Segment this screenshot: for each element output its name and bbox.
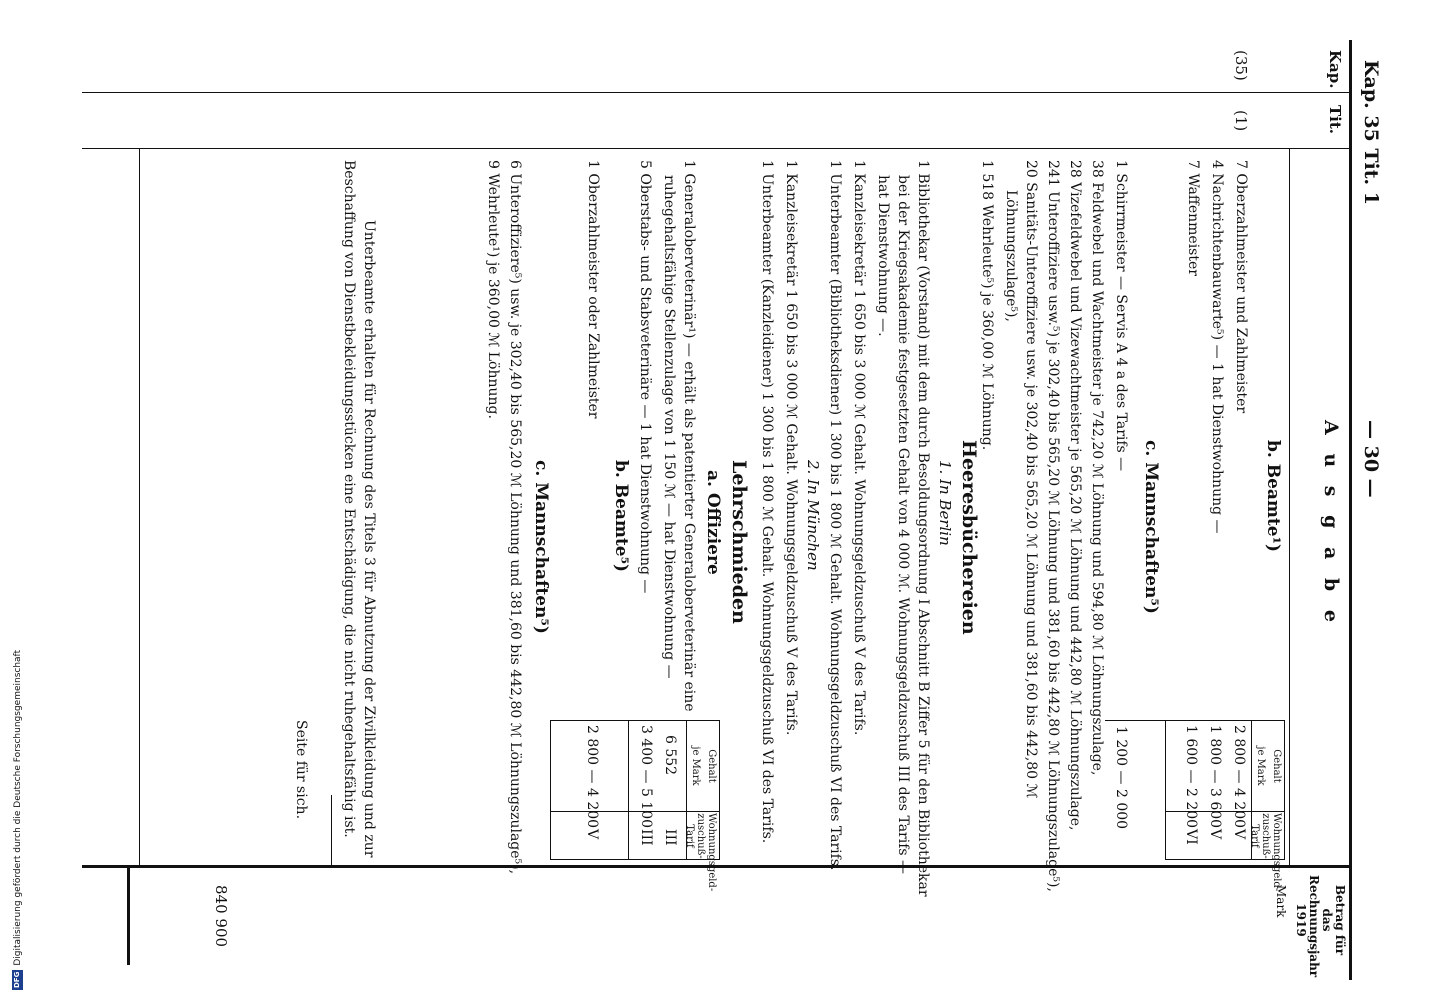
sec-b-row-2 — [1208, 160, 1226, 534]
mannschaft-line-2 — [1066, 160, 1084, 830]
tarif-value: V — [1231, 829, 1247, 840]
lehr-sub-a: a. Offiziere — [703, 470, 723, 575]
mannschaft-line-3 — [1044, 160, 1062, 892]
side-notice-line — [12, 650, 23, 990]
gehalt-value: 1 800 — 3 600 — [1207, 725, 1223, 829]
amount-header: Betrag für das Rechnungsjahr 1919 — [1294, 875, 1347, 978]
gehalt-box-bottom — [550, 720, 720, 892]
row-count: 20 — [1023, 160, 1039, 178]
header-underline — [1289, 148, 1290, 868]
row-text: Oberzahlmeister und Zahlmeister — [1233, 173, 1249, 414]
rule-amount — [82, 865, 1352, 868]
tarif-value: III — [638, 829, 654, 846]
lehr-a-row-2: 5 Oberstabs- und Stabsveterinäre — 1 hat Dienstwohnung — — [637, 160, 653, 594]
side-notice — [0, 0, 22, 1000]
mannschaft-line-6 — [978, 160, 996, 450]
side-notice-text: Digitalisierung gefördert durch die Deutsche Forschungsgemeinschaft — [12, 649, 23, 966]
row-text: Sanitäts-Unteroffiziere usw. je 302,40 bis 565,20 ℳ Löhnung und 381,60 bis 442,80 ℳ — [1023, 182, 1039, 799]
total-rule-amount — [127, 865, 130, 965]
dfg-logo: DFG — [13, 971, 21, 988]
tarif-value: VI — [1183, 829, 1199, 845]
top-rule — [1349, 40, 1352, 980]
row-count: 1 — [1113, 160, 1129, 169]
gehalt-value: 1 600 — 2 200 — [1183, 725, 1199, 829]
row-text: Wehrleute⁵) je 360,00 ℳ Löhnung. — [979, 204, 995, 451]
gehalt-value: 3 400 — 5 100 — [638, 725, 654, 829]
note-line-1: Unterbeamte erhalten für Rechnung des Titels 3 für Abnutzung der Zivilkleidung und zur — [361, 220, 377, 858]
tarif-value: V — [584, 829, 600, 840]
tarif-value: III — [662, 829, 678, 846]
lehr-heading: Lehrschmieden — [728, 460, 750, 624]
row-count: 7 — [1185, 160, 1201, 169]
box-je-mark-label: je Mark — [690, 746, 701, 786]
gehalt-box-top — [1165, 720, 1285, 892]
row-count: 28 — [1067, 160, 1083, 178]
box-je-mark-label: je Mark — [1255, 746, 1266, 786]
muenchen-line-2: 1 Unterbeamter (Kanzleidiener) 1 300 bis 1 800 ℳ Gehalt. Wohnungsgeldzuschuß VI des Tarifs. — [759, 160, 775, 844]
box-tarif-label: Wohnungsgeld-zuschuß-Tarif — [684, 813, 717, 892]
berlin-line-3: hat Dienstwohnung —. — [875, 175, 891, 337]
row-text: Feldwebel und Wachtmeister je 742,20 ℳ Löhnung und 594,80 ℳ Löhnungszulage, — [1089, 182, 1105, 776]
sec-b-row-1 — [1232, 160, 1250, 413]
rule-tit-text — [82, 148, 1352, 149]
lehr-b-row: 1 Oberzahlmeister oder Zahlmeister — [585, 160, 601, 419]
row-text: Löhnungszulage⁵), — [1003, 190, 1019, 322]
row-count: 7 — [1233, 160, 1249, 169]
box-gehalt-label: Gehalt — [1271, 749, 1282, 783]
amount-unit: Mark — [1274, 885, 1288, 918]
muenchen-line-1: 1 Kanzleisekretär 1 650 bis 3 000 ℳ Gehalt. Wohnungsgeldzuschuß V des Tarifs. — [783, 160, 799, 736]
row-text: Schirrmeister — Servis A 4 a des Tarifs — — [1113, 173, 1129, 472]
rule-kap-tit — [82, 92, 1352, 93]
row-count: 38 — [1089, 160, 1105, 178]
row-text: Vizefeldwebel und Vizewachtmeister je 565,20 ℳ Löhnung und 442,80 ℳ Löhnungszulage, — [1067, 182, 1083, 831]
mannschaft-line-4 — [1022, 160, 1040, 799]
lehr-sub-c: c. Mannschaften⁵) — [531, 460, 551, 634]
row-count: 4 — [1209, 160, 1225, 169]
berlin-line-1: 1 Bibliothekar (Vorstand) mit dem durch Besoldungsordnung I Abschnitt B Ziffer 5 für den Bibliothekar — [915, 160, 931, 897]
box-tarif-label: Wohnungsgeld-zuschuß-Tarif — [1249, 813, 1282, 892]
note-line-2: Beschaffung von Dienstbekleidungsstücken eine Entschädigung, die nicht ruhegehaltsfähig ist. — [341, 160, 357, 838]
row-text: Unteroffiziere usw.⁵) je 302,40 bis 565,20 ℳ Löhnung und 381,60 bis 442,80 ℳ Löhnungszulage⁵), — [1045, 191, 1061, 892]
muenchen-subheading: 2. In München — [804, 460, 822, 571]
col-tit-header: Tit. — [1326, 105, 1344, 135]
berlin-subheading: 1. In Berlin — [936, 460, 954, 546]
box-gehalt-label: Gehalt — [706, 749, 717, 783]
gehalt-value: 2 800 — 4 200 — [1231, 725, 1247, 829]
row-count: 1 518 — [979, 160, 995, 201]
mannschaft-line-1 — [1088, 160, 1106, 775]
heeres-heading: Heeresbüchereien — [958, 440, 980, 635]
lehr-sub-b: b. Beamte⁵) — [611, 460, 631, 573]
mannschaft-line-5 — [1002, 190, 1020, 322]
document-page — [80, 20, 1410, 978]
col-kap-header: Kap. — [1326, 50, 1344, 89]
berlin-line-5: 1 Unterbeamter (Bibliotheksdiener) 1 300 bis 1 800 ℳ Gehalt. Wohnungsgeldzuschuß VI des Tarifs. — [827, 160, 843, 871]
total-rule-left — [331, 795, 332, 865]
bottom-rule — [139, 148, 140, 868]
sec-c-heading: c. Mannschaften⁵) — [1141, 440, 1161, 614]
footer-text: Seite für sich. — [293, 720, 309, 820]
gehalt-value: 6 552 — [662, 735, 678, 776]
lehr-a-row-1-line-2: ruhegehaltsfähige Stellenzulage von 1 150 ℳ — hat Dienstwohnung — — [661, 175, 677, 679]
gehalt-value: 2 800 — 4 200 — [584, 725, 600, 829]
row-count: 241 — [1045, 160, 1061, 187]
tit-value: (1) — [1232, 110, 1250, 132]
lehr-a-row-1-line-1: 1 Generaloberveterinär¹) — erhält als patentierter Generaloberveterinär eine — [681, 160, 697, 712]
schirrmeister-gehalt: 1 200 — 2 000 — [1113, 726, 1129, 830]
page-title: A u s g a b e — [1320, 420, 1342, 628]
gehalt-column-rule — [1105, 720, 1165, 721]
total-amount: 840 900 — [212, 885, 230, 948]
berlin-line-4: 1 Kanzleisekretär 1 650 bis 3 000 ℳ Gehalt. Wohnungsgeldzuschuß V des Tarifs. — [851, 160, 867, 736]
kap-value: (35) — [1232, 50, 1250, 81]
sec-b-row-3 — [1184, 160, 1202, 276]
chapter-reference: Kap. 35 Tit. 1 — [1360, 60, 1382, 205]
row-text: Nachrichtenbauwarte⁵) — 1 hat Dienstwohnung — — [1209, 173, 1225, 534]
tarif-value: V — [1207, 829, 1223, 840]
schirrmeister-row — [1112, 160, 1130, 471]
lehr-c-line-2: 9 Wehrleute¹) je 360,00 ℳ Löhnung. — [485, 160, 501, 419]
lehr-c-line-1: 6 Unteroffiziere⁵) usw. je 302,40 bis 565,20 ℳ Löhnung und 381,60 bis 442,80 ℳ Löhnungszulage⁵), — [507, 160, 523, 875]
page-number: — 30 — — [1360, 420, 1382, 498]
row-text: Waffenmeister — [1185, 173, 1201, 276]
berlin-line-2: bei der Kriegsakademie festgesetzten Gehalt von 4 000 ℳ. Wohnungsgeldzuschuß III des Tarifs — — [895, 175, 911, 875]
sec-b-heading: b. Beamte¹) — [1263, 440, 1283, 553]
